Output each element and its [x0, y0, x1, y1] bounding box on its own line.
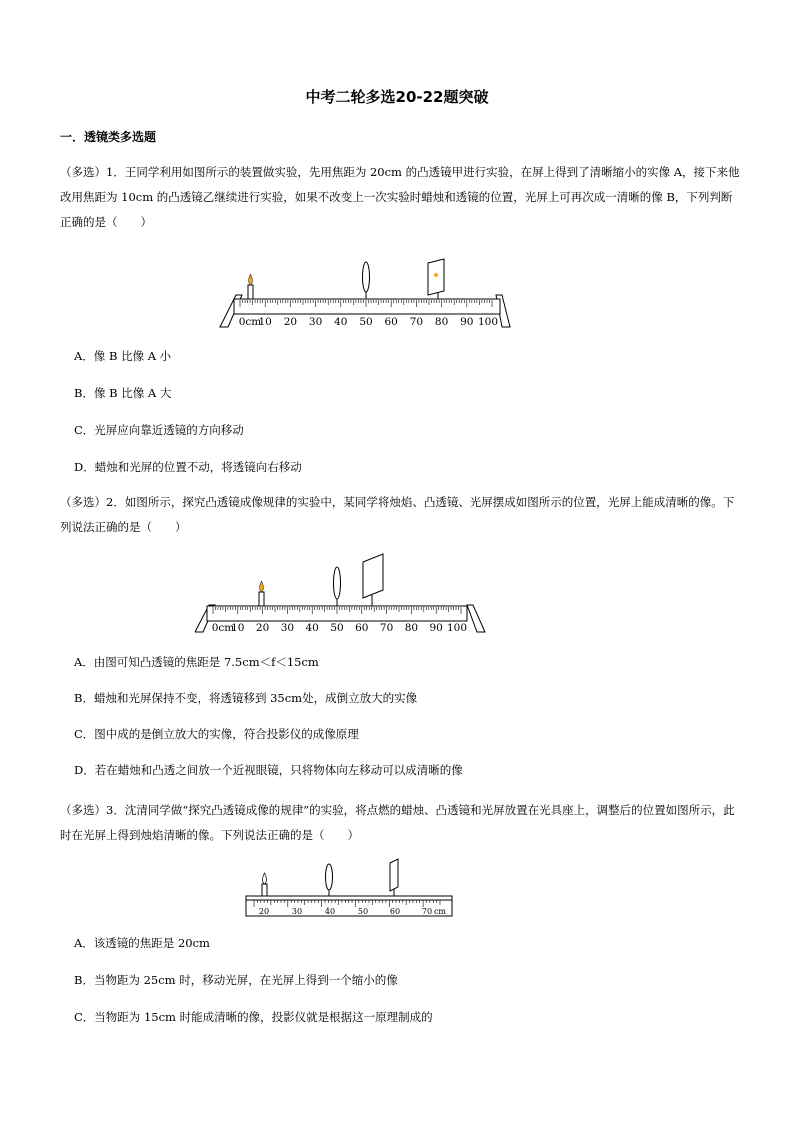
ruler-label: 70 [409, 316, 424, 328]
q2-option-a: A．由图可知凸透镜的焦距是 7.5cm＜f＜15cm [74, 655, 319, 669]
ruler-label: 70 [379, 622, 394, 634]
ruler-label: 30 [308, 316, 323, 328]
q2-option-c: C．图中成的是倒立放大的实像，符合投影仪的成像原理 [74, 727, 359, 741]
q3-option-b: B．当物距为 25cm 时，移动光屏，在光屏上得到一个缩小的像 [74, 973, 398, 987]
convex-lens [326, 864, 333, 896]
ruler-label: 50 [359, 316, 373, 328]
ruler-label: 60 [389, 907, 401, 916]
ruler-label: 10 [231, 622, 245, 634]
convex-lens [363, 262, 370, 299]
ruler-label: 20 [258, 907, 270, 916]
candle [262, 873, 267, 896]
ruler-labels [239, 316, 498, 328]
ruler-label: 10 [258, 316, 272, 328]
ruler-label: 100 [477, 316, 499, 328]
q1-option-c: C．光屏应向靠近透镜的方向移动 [74, 423, 244, 437]
q3-option-a: A．该透镜的焦距是 20cm [74, 936, 210, 950]
ruler-label: cm [433, 907, 447, 916]
question-3-figure [240, 855, 460, 923]
screen [428, 259, 444, 299]
ruler-label: 30 [291, 907, 303, 916]
ruler-label: 0cm [211, 622, 235, 634]
candle [259, 581, 264, 606]
ruler-label: 90 [460, 316, 474, 328]
question-3-stem: （多选）3．沈清同学做“探究凸透镜成像的规律”的实验，将点燃的蜡烛、凸透镜和光屏放置在光具座上，调整后的位置如图所示，此时在光屏上得到烛焰清晰的像。下列说法正确的是（ ） [60, 803, 735, 842]
ruler-label: 60 [384, 316, 398, 328]
q1-option-a: A．像 B 比像 A 小 [74, 349, 172, 363]
candle [248, 274, 253, 299]
ruler-label: 60 [355, 622, 369, 634]
section-heading: 一．透镜类多选题 [60, 130, 157, 144]
screen [363, 554, 383, 606]
ruler-label: 20 [255, 622, 270, 634]
ruler-labels [212, 622, 467, 634]
page-title: 中考二轮多选20-22题突破 [305, 88, 489, 106]
convex-lens [334, 567, 341, 606]
ruler-label: 90 [429, 622, 443, 634]
q1-option-d: D．蜡烛和光屏的位置不动，将透镜向右移动 [74, 460, 302, 474]
question-1-figure [210, 255, 520, 333]
ruler-label: 80 [404, 622, 419, 634]
ruler-label: 30 [280, 622, 295, 634]
ruler-label: 50 [330, 622, 344, 634]
ruler-label: 40 [305, 622, 319, 634]
ruler-label: 0cm [238, 316, 262, 328]
q2-option-b: B．蜡烛和光屏保持不变，将透镜移到 35cm处，成倒立放大的实像 [74, 691, 418, 705]
screen [390, 859, 398, 896]
question-1-stem: （多选）1．王同学利用如图所示的装置做实验，先用焦距为 20cm 的凸透镜甲进行实验，在屏上得到了清晰缩小的实像 A，接下来他改用焦距为 10cm 的凸透镜乙继续进行实验，如果不改变上一次实验时蜡烛和透镜的位置，光屏上可再次成一清晰的像 B，下列判断正确的是（ ） [60, 165, 740, 229]
ruler-label: 20 [283, 316, 298, 328]
q2-option-d: D．若在蜡烛和凸透之间放一个近视眼镜，只将物体向左移动可以成清晰的像 [74, 763, 463, 777]
ruler-label: 40 [324, 907, 336, 916]
ruler-label: 100 [446, 622, 468, 634]
q3-option-c: C．当物距为 15cm 时能成清晰的像，投影仪就是根据这一原理制成的 [74, 1010, 433, 1024]
ruler-label: 80 [434, 316, 449, 328]
ruler-label: 70 [421, 907, 433, 916]
q1-option-b: B．像 B 比像 A 大 [74, 386, 172, 400]
ruler-label: 40 [334, 316, 348, 328]
question-2-figure [195, 550, 495, 636]
question-2-stem: （多选）2．如图所示，探究凸透镜成像规律的实验中，某同学将烛焰、凸透镜、光屏摆成如图所示的位置，光屏上能成清晰的像。下列说法正确的是（ ） [60, 495, 735, 534]
ruler-label: 50 [357, 907, 369, 916]
